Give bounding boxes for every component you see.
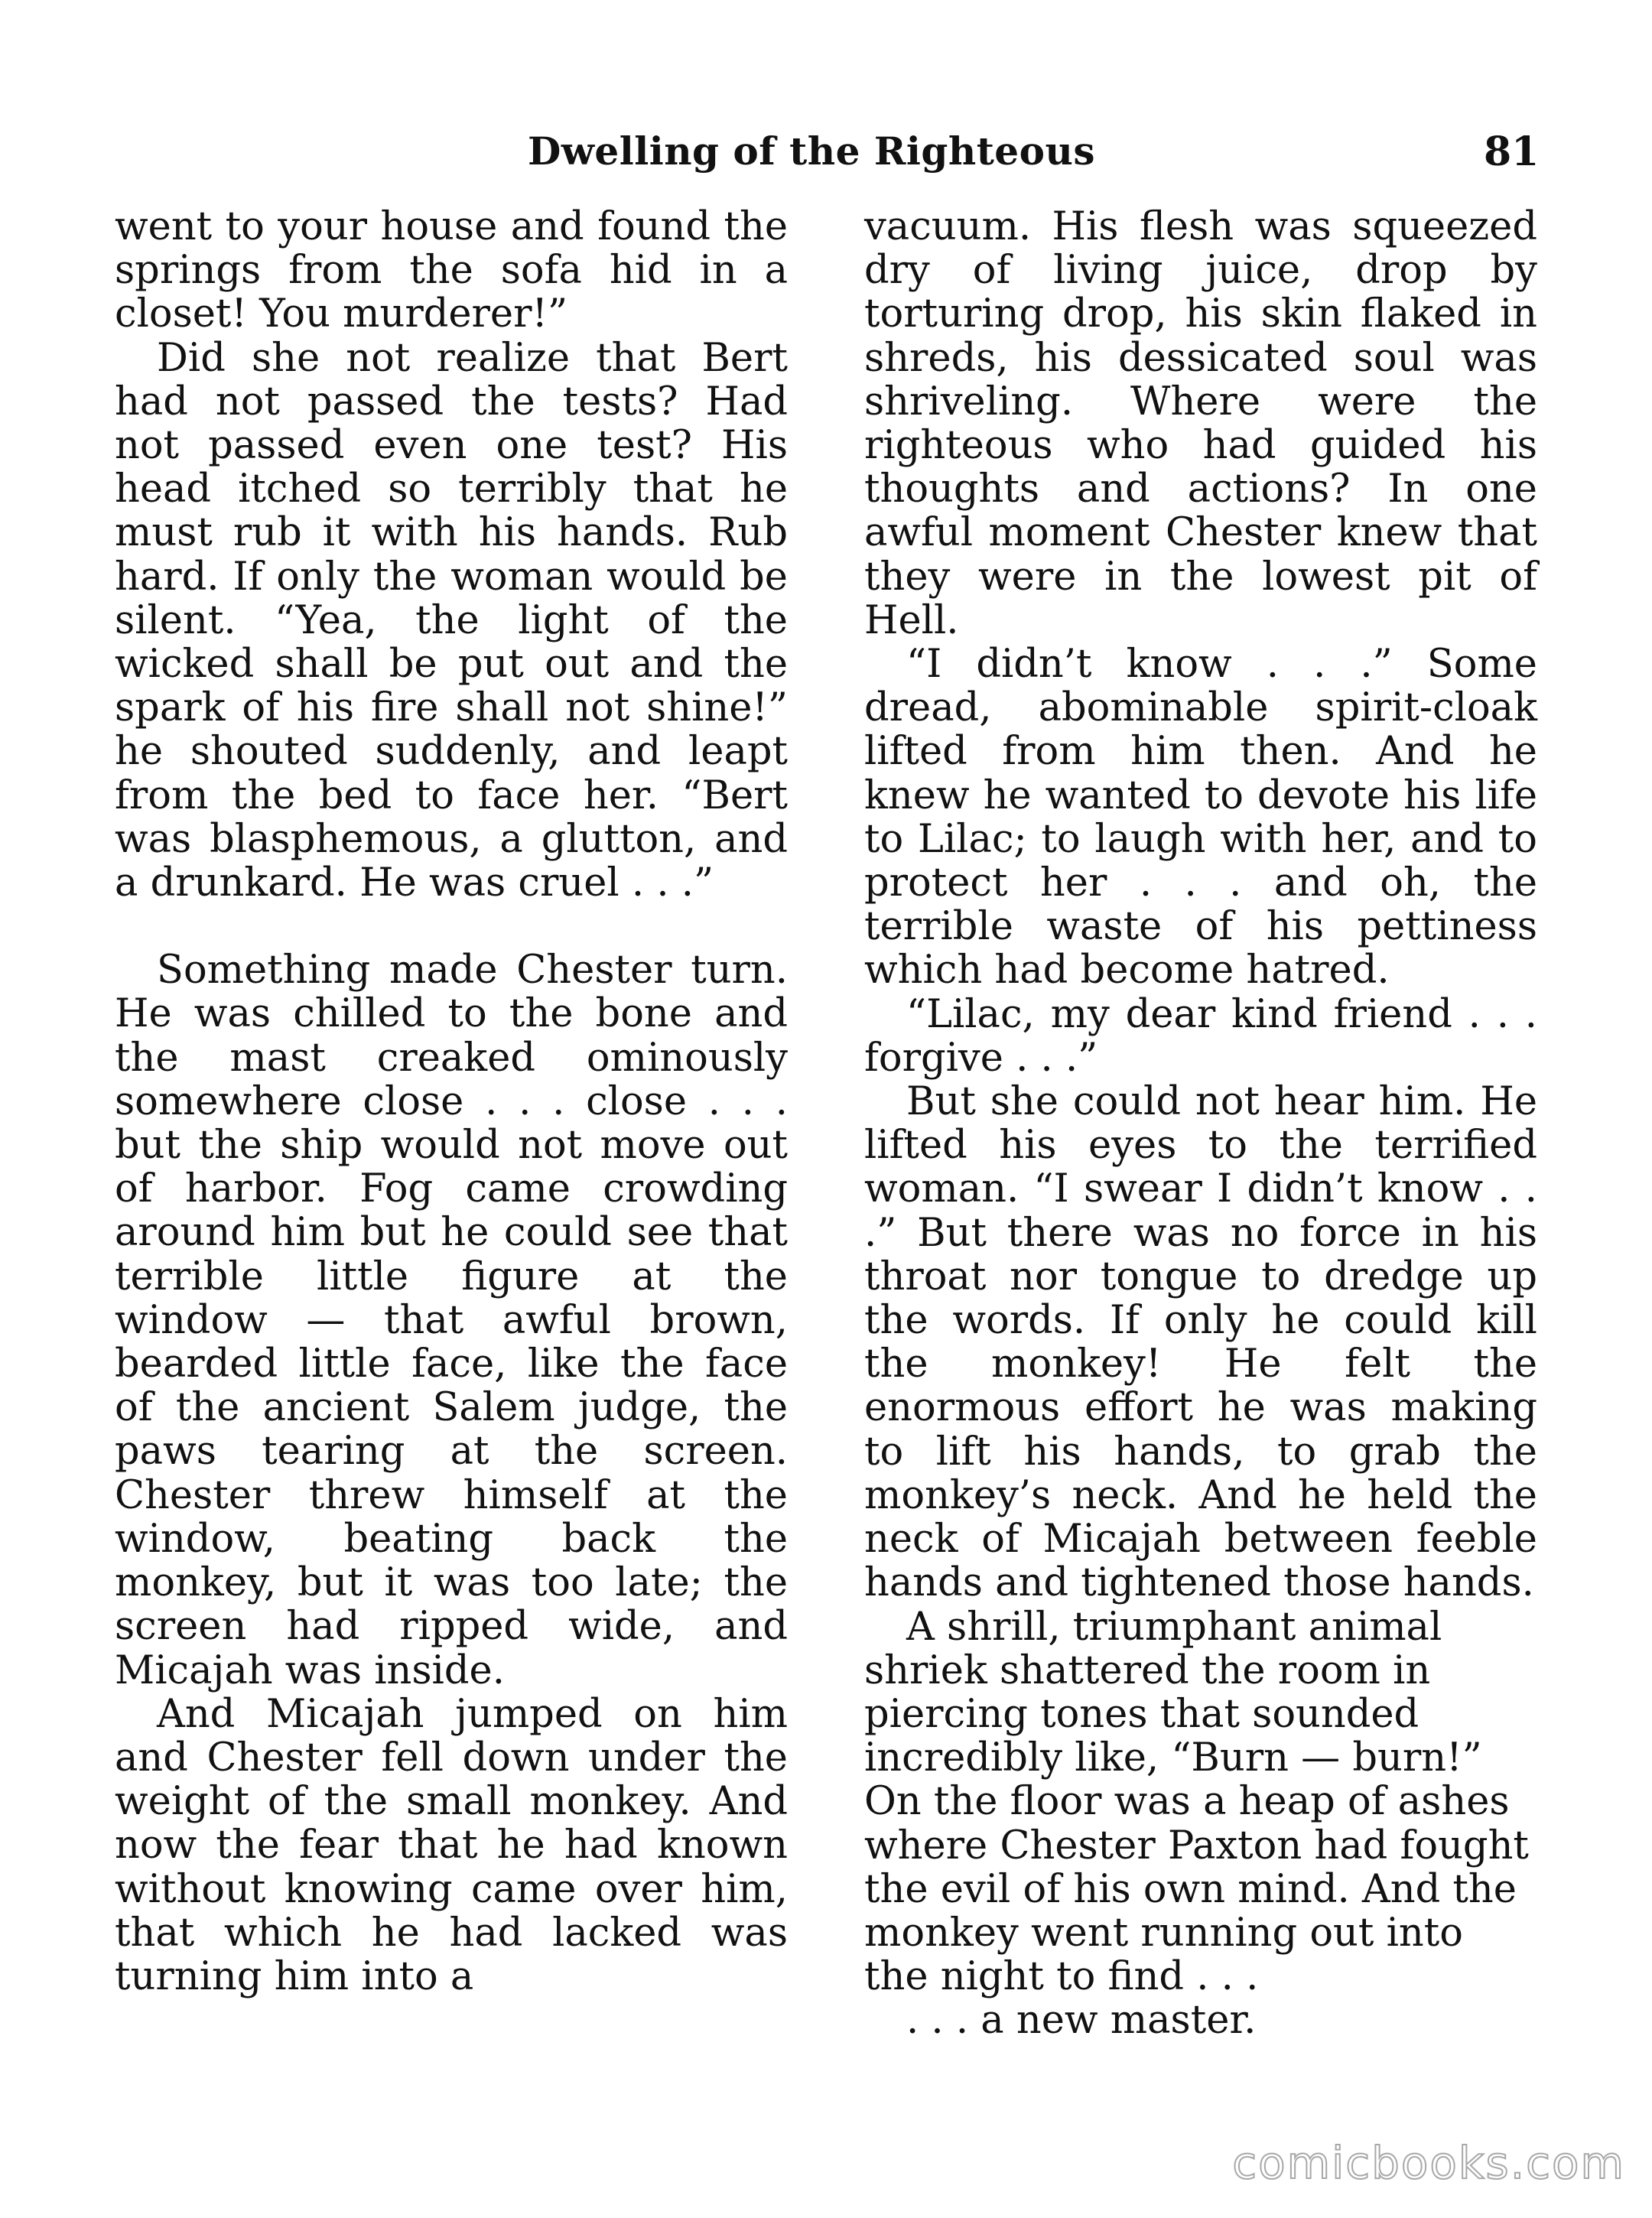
paragraph: A shrill, triumphant animal shriek shattered the room in piercing tones that sounded incredibly like, “Burn — burn!” On the floor was a heap of ashes where Chester Paxton had fought the evil of his own mind. And the monkey went running out into the night to find . . . bbox=[864, 1604, 1529, 2000]
paragraph: Did she not realize that Bert had not passed the tests? Had not passed even one test? His head itched so terribly that he must rub it with his hands. Rub hard. If only the woman would be silent. “Yea, the light of the wicked shall be put out and the spark of his fire shall not shine!” he shouted suddenly, and leapt from the bed to face her. “Bert was blasphemous, a glutton, and a drunkard. He was cruel . . .” bbox=[115, 335, 788, 906]
paragraph: vacuum. His flesh was squeezed dry of living juice, drop by torturing drop, his skin flaked in shreds, his dessicated soul was shriveling. Where were the righteous who had guided his thoughts and actions? In one awful moment Chester knew that they were in the lowest pit of Hell. bbox=[864, 204, 1537, 643]
running-title: Dwelling of the Righteous bbox=[528, 128, 1095, 174]
paragraph: “Lilac, my dear kind friend . . . forgive . . .” bbox=[864, 991, 1537, 1081]
page-number: 81 bbox=[1484, 128, 1540, 175]
page-header bbox=[0, 128, 1652, 182]
paragraph: And Micajah jumped on him and Chester fell down under the weight of the small monkey. And now the fear that he had known without knowing came over him, that which he had lacked was turning him into a bbox=[115, 1691, 788, 1999]
paragraph: But she could not hear him. He lifted his eyes to the terrified woman. “I swear I didn’t know . . .” But there was no force in his throat nor tongue to dredge up the words. If only he could kill the monkey! He felt the enormous effort he was making to lift his hands, to grab the monkey’s neck. And he held the neck of Micajah between feeble hands and tightened those hands. bbox=[864, 1079, 1537, 1606]
left-column bbox=[115, 205, 788, 1998]
paragraph: “I didn’t know . . .” Some dread, abominable spirit-cloak lifted from him then. And he knew he wanted to devote his life to Lilac; to laugh with her, and to protect her . . . and oh, the terrible waste of his pettiness which had become hatred. bbox=[864, 642, 1537, 994]
right-column bbox=[864, 205, 1537, 2043]
closing-line: . . . a new master. bbox=[906, 1998, 1257, 2044]
paragraph: went to your house and found the springs from the sofa hid in a closet! You murderer!” bbox=[115, 204, 788, 337]
paragraph: Something made Chester turn. He was chilled to the bone and the mast creaked ominously somewhere close . . . close . . . but the ship would not move out of harbor. Fog came crowding around him but he could see that terrible little figure at the window — that awful brown, bearded little face, like the face of the ancient Salem judge, the paws tearing at the screen. Chester threw himself at the window, beating back the monkey, but it was too late; the screen had ripped wide, and Micajah was inside. bbox=[115, 948, 788, 1693]
site-watermark: comicbooks.com bbox=[1232, 2137, 1625, 2189]
